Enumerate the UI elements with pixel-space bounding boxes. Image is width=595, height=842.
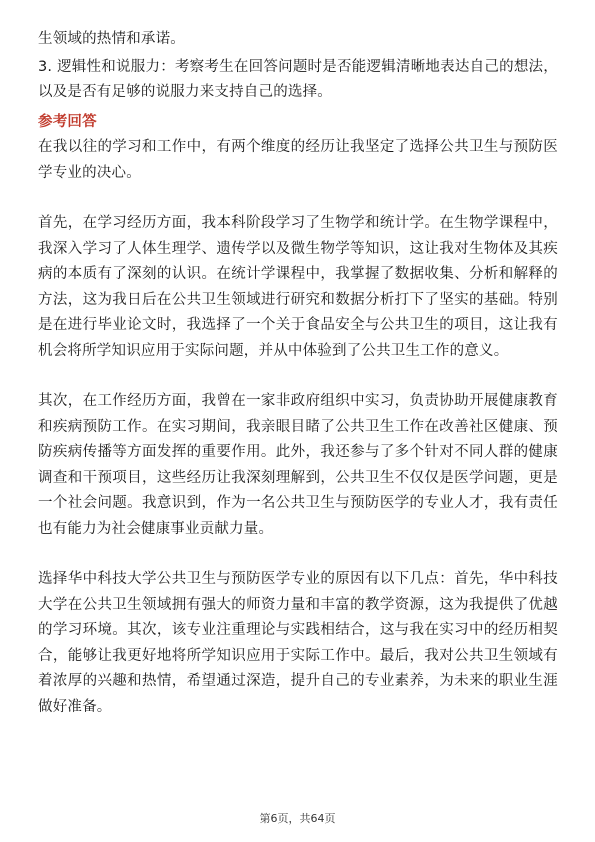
answer-paragraph-2: 首先，在学习经历方面，我本科阶段学习了生物学和统计学。在生物学课程中，我深入学习了人体生理学、遗传学以及微生物学等知识，这让我对生物体及其疾病的本质有了深刻的认识。在统计学课程中，我掌握了数据收集、分析和解释的方法，这为我日后在公共卫生领域进行研究和数据分析打下了坚实的基础。特别是在进行毕业论文时，我选择了一个关于食品安全与公共卫生的项目，这让我有机会将所学知识应用于实际问题，并从中体验到了公共卫生工作的意义。 bbox=[38, 215, 558, 359]
answer-paragraph-1: 在我以往的学习和工作中，有两个维度的经历让我坚定了选择公共卫生与预防医学专业的决心。 bbox=[38, 139, 558, 181]
intro-line-end: 生领域的热情和承诺。 bbox=[38, 31, 185, 47]
answer-paragraph-3: 其次，在工作经历方面，我曾在一家非政府组织中实习，负责协助开展健康教育和疾病预防工作。在实习期间，我亲眼目睹了公共卫生工作在改善社区健康、预防疾病传播等方面发挥的重要作用。此外，我还参与了多个针对不同人群的健康调查和干预项目，这些经历让我深刻理解到，公共卫生不仅仅是医学问题，更是一个社会问题。我意识到，作为一名公共卫生与预防医学的专业人才，我有责任也有能力为社会健康事业贡献力量。 bbox=[38, 393, 558, 537]
criterion-3: 3. 逻辑性和说服力：考察考生在回答问题时是否能逻辑清晰地表达自己的想法，以及是否有足够的说服力来支持自己的选择。 bbox=[38, 58, 558, 100]
page-footer: 第6页，共64页 bbox=[259, 812, 336, 825]
answer-paragraph-4: 选择华中科技大学公共卫生与预防医学专业的原因有以下几点：首先，华中科技大学在公共卫生领域拥有强大的师资力量和丰富的教学资源，这为我提供了优越的学习环境。其次，该专业注重理论与实践相结合，这与我在实习中的经历相契合，能够让我更好地将所学知识应用于实际工作中。最后，我对公共卫生领域有着浓厚的兴趣和热情，希望通过深造，提升自己的专业素养，为未来的职业生涯做好准备。 bbox=[38, 571, 558, 715]
document-body bbox=[38, 27, 558, 720]
reference-answer-heading: 参考回答 bbox=[38, 113, 97, 130]
